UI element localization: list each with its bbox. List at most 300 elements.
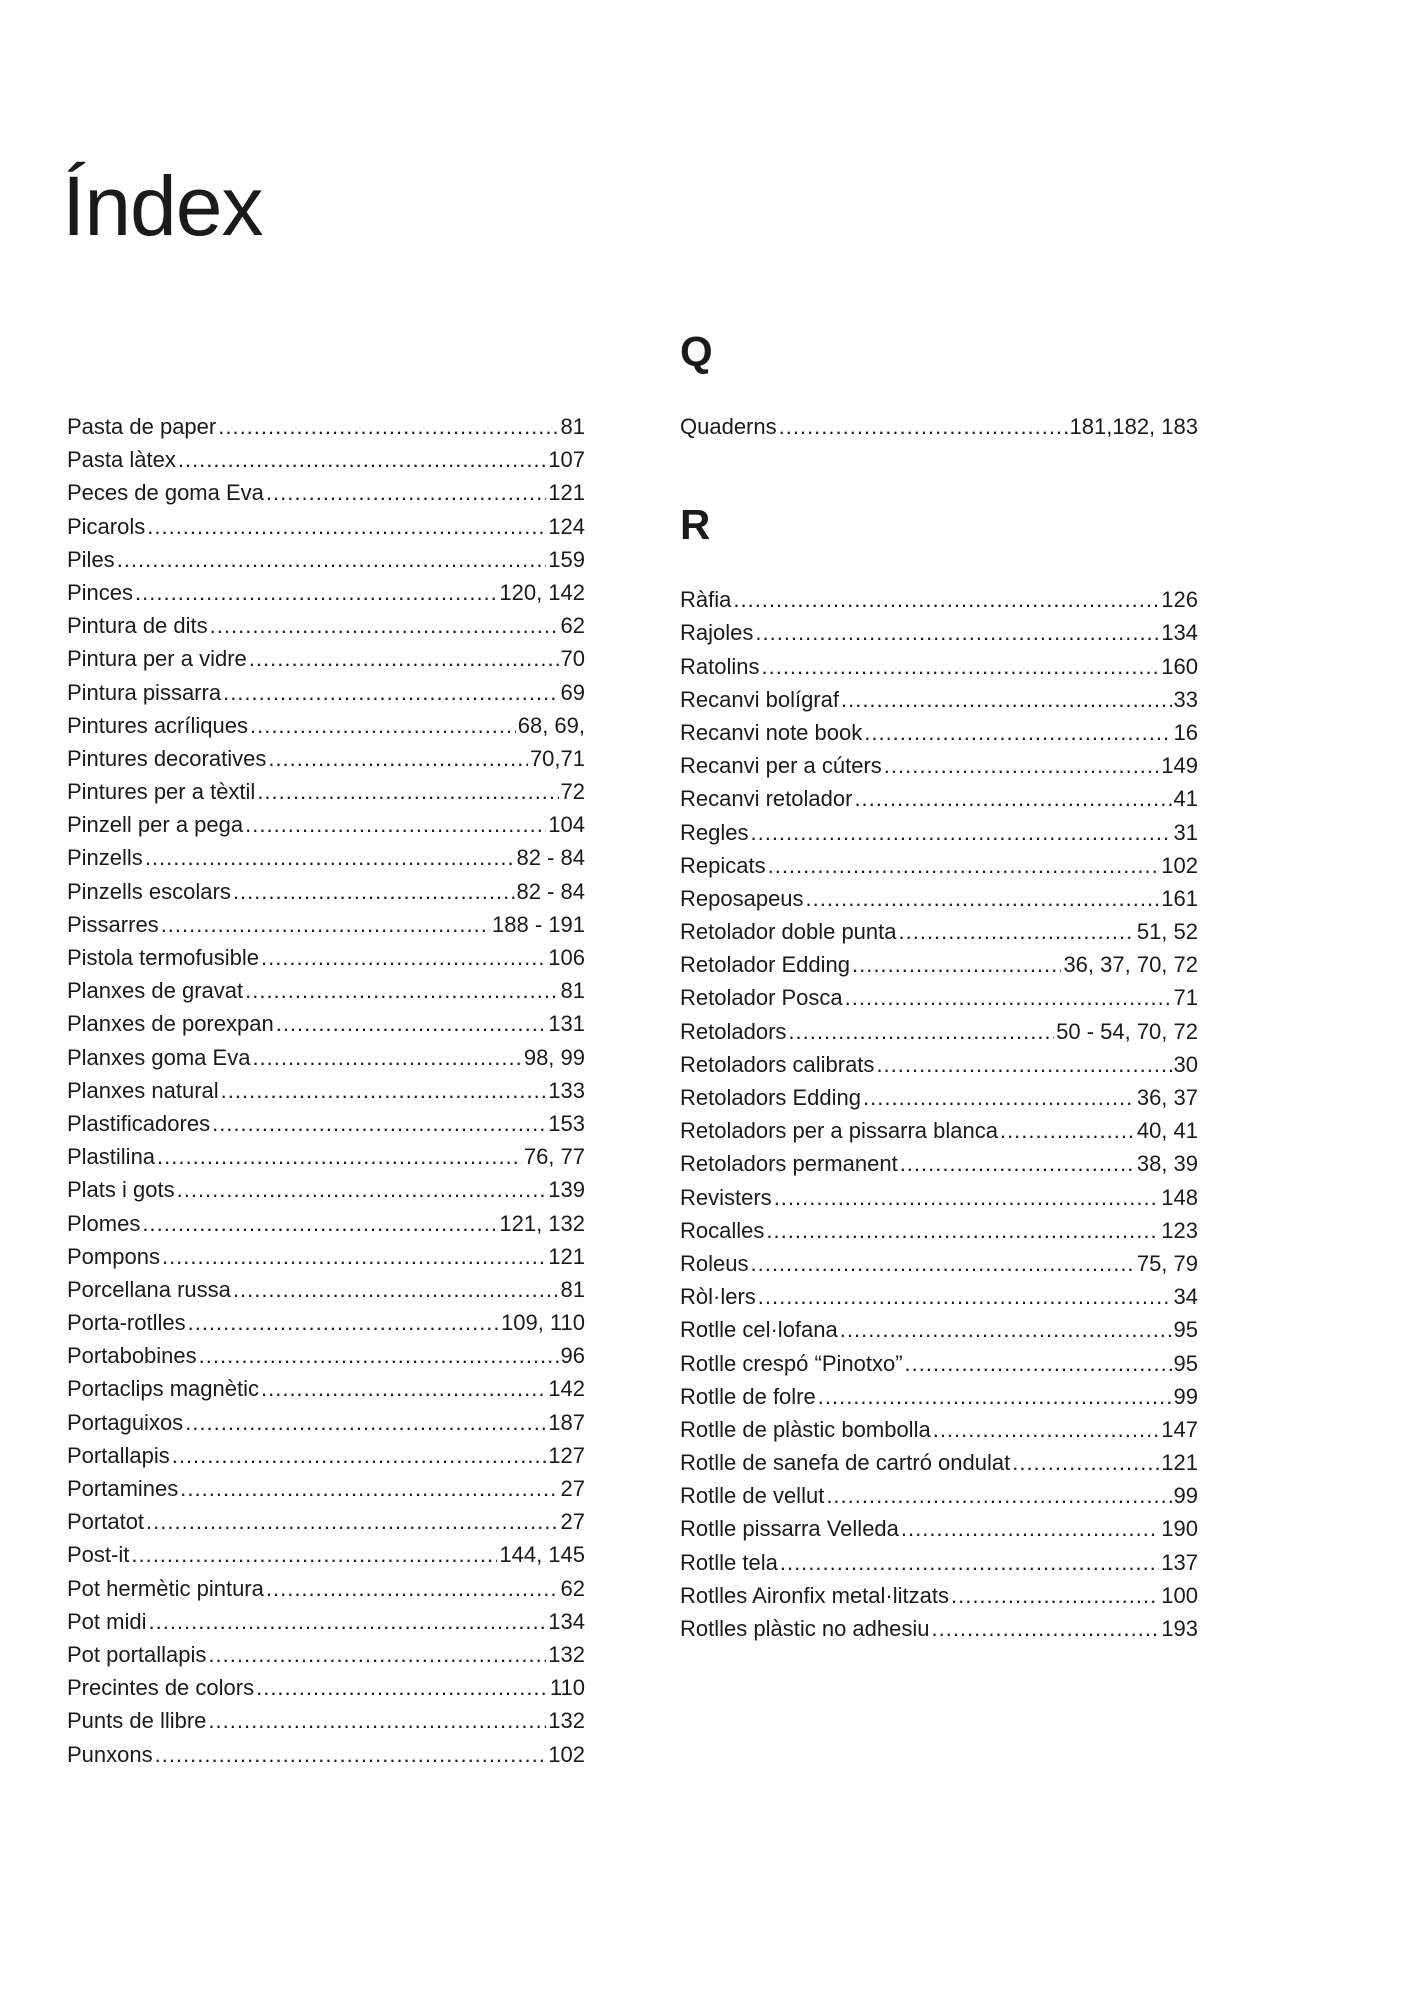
entry-name: Pasta làtex xyxy=(67,447,176,473)
dot-leader xyxy=(146,1505,558,1538)
entry-name: Rotlle de sanefa de cartró ondulat xyxy=(680,1450,1011,1476)
entry-name: Pistola termofusible xyxy=(67,945,259,970)
index-entry xyxy=(680,683,1198,716)
index-entry xyxy=(67,1406,585,1439)
entry-page: 132 xyxy=(548,1708,585,1734)
dot-leader xyxy=(733,583,1159,616)
index-entry xyxy=(67,1572,585,1605)
entry-name: Recanvi retolador xyxy=(680,786,853,812)
entry-page: 147 xyxy=(1161,1416,1198,1442)
entry-name: Planxes de porexpan xyxy=(67,1011,274,1037)
dot-leader xyxy=(826,1479,1171,1512)
entry-page: 68, 69, xyxy=(517,712,585,738)
index-entry xyxy=(680,1347,1198,1380)
index-entry xyxy=(680,948,1198,981)
entry-page: 82 - 84 xyxy=(516,845,585,871)
dot-leader xyxy=(261,1372,546,1405)
dot-leader xyxy=(755,616,1159,649)
dot-leader xyxy=(899,915,1135,948)
entry-name: Retoladors per a pissarra blanca xyxy=(680,1118,998,1144)
entry-name: Ratolins xyxy=(680,653,760,679)
dot-leader xyxy=(148,1605,546,1638)
index-entry xyxy=(67,642,585,675)
entry-page: 137 xyxy=(1161,1549,1198,1575)
entry-page: 148 xyxy=(1161,1184,1198,1210)
entry-page: 127 xyxy=(548,1442,585,1468)
index-entry xyxy=(680,915,1198,948)
entry-name: Portaguixos xyxy=(67,1409,184,1435)
index-entry xyxy=(680,749,1198,782)
entry-page: 98, 99 xyxy=(523,1044,585,1070)
entry-page: 121 xyxy=(548,480,585,506)
entry-name: Quaderns xyxy=(680,414,777,439)
entry-name: Recanvi per a cúters xyxy=(680,753,882,779)
entry-name: Rotlle de folre xyxy=(680,1383,816,1409)
index-column-right xyxy=(680,322,1198,1645)
dot-leader xyxy=(223,676,558,709)
index-entry xyxy=(680,1546,1198,1579)
entry-page: 96 xyxy=(560,1343,585,1369)
entry-name: Rotlle crespó “Pinotxo” xyxy=(680,1350,903,1376)
entry-page: 16 xyxy=(1173,719,1198,745)
entry-page: 109, 110 xyxy=(500,1310,585,1336)
entry-page: 106 xyxy=(548,945,585,970)
entry-name: Roleus xyxy=(680,1250,749,1276)
entry-name: Pintura de dits xyxy=(67,613,208,639)
dot-leader xyxy=(951,1579,1159,1612)
dot-leader xyxy=(900,1147,1135,1180)
entry-name: Ròl·lers xyxy=(680,1284,756,1310)
entry-page: 38, 39 xyxy=(1136,1151,1198,1177)
entry-name: Plastilina xyxy=(67,1144,156,1170)
index-entry xyxy=(67,1140,585,1173)
entry-name: Planxes de gravat xyxy=(67,978,244,1004)
dot-leader xyxy=(933,1413,1160,1446)
entry-page: 124 xyxy=(548,513,585,539)
dot-leader xyxy=(845,981,1172,1014)
entry-name: Porta-rotlles xyxy=(67,1310,186,1336)
entry-name: Retoladors permanent xyxy=(680,1151,898,1177)
dot-leader xyxy=(266,1572,559,1605)
entry-name: Pasta de paper xyxy=(67,414,217,439)
index-entry xyxy=(680,1247,1198,1280)
index-entry xyxy=(67,543,585,576)
entry-page: 31 xyxy=(1173,819,1198,845)
entry-name: Retolador doble punta xyxy=(680,919,897,945)
entry-name: Pinzells escolars xyxy=(67,878,231,904)
entry-name: Portatot xyxy=(67,1509,145,1535)
entry-page: 144, 145 xyxy=(499,1542,585,1568)
dot-leader xyxy=(779,410,1068,443)
index-entry xyxy=(680,716,1198,749)
entry-page: 160 xyxy=(1161,653,1198,679)
index-entry xyxy=(67,1107,585,1140)
dot-leader xyxy=(155,1738,547,1771)
entry-page: 104 xyxy=(548,812,585,838)
dot-leader xyxy=(1000,1114,1135,1147)
index-entry xyxy=(67,775,585,808)
entry-page: 81 xyxy=(560,978,585,1004)
index-entry xyxy=(67,1041,585,1074)
dot-leader xyxy=(145,841,515,874)
dot-leader xyxy=(157,1140,522,1173)
dot-leader xyxy=(177,1173,547,1206)
index-entry xyxy=(67,1738,585,1771)
entry-name: Rotlle de vellut xyxy=(680,1483,825,1509)
entry-page: 153 xyxy=(548,1110,585,1136)
entry-name: Pot hermètic pintura xyxy=(67,1575,264,1601)
entry-name: Porcellana russa xyxy=(67,1276,231,1302)
index-entry xyxy=(680,1114,1198,1147)
dot-leader xyxy=(131,1538,497,1571)
dot-leader xyxy=(233,875,515,908)
index-entry xyxy=(67,443,585,476)
entry-name: Rocalles xyxy=(680,1217,765,1243)
dot-leader xyxy=(750,1247,1134,1280)
index-entry xyxy=(680,1280,1198,1313)
entry-name: Pintura per a vidre xyxy=(67,646,247,672)
dot-leader xyxy=(768,849,1160,882)
index-entry xyxy=(67,1638,585,1671)
dot-leader xyxy=(249,642,559,675)
entry-page: 121 xyxy=(1161,1450,1198,1476)
index-entry xyxy=(680,782,1198,815)
entry-name: Portallapis xyxy=(67,1442,170,1468)
index-entry xyxy=(67,1074,585,1107)
dot-leader xyxy=(818,1380,1172,1413)
index-entry xyxy=(67,1472,585,1505)
entry-name: Planxes goma Eva xyxy=(67,1044,251,1070)
entry-page: 139 xyxy=(548,1177,585,1203)
index-entry xyxy=(680,1380,1198,1413)
entry-name: Retoladors xyxy=(680,1018,787,1044)
entry-page: 62 xyxy=(560,1575,585,1601)
entry-page: 76, 77 xyxy=(523,1144,585,1170)
index-entry xyxy=(680,1181,1198,1214)
dot-leader xyxy=(188,1306,499,1339)
entry-page: 123 xyxy=(1161,1217,1198,1243)
entry-name: Plastificadores xyxy=(67,1110,211,1136)
entry-page: 70,71 xyxy=(529,745,585,771)
dot-leader xyxy=(212,1107,546,1140)
entry-page: 102 xyxy=(548,1741,585,1767)
entry-page: 33 xyxy=(1173,686,1198,712)
index-entry xyxy=(67,1372,585,1405)
dot-leader xyxy=(876,1048,1171,1081)
dot-leader xyxy=(245,808,546,841)
entry-page: 107 xyxy=(548,447,585,473)
entry-page: 27 xyxy=(560,1509,585,1535)
index-entry xyxy=(680,1579,1198,1612)
dot-leader xyxy=(774,1181,1160,1214)
entry-page: 132 xyxy=(548,1641,585,1667)
entry-name: Revisters xyxy=(680,1184,772,1210)
entry-name: Planxes natural xyxy=(67,1077,219,1103)
dot-leader xyxy=(257,775,558,808)
entry-page: 75, 79 xyxy=(1136,1250,1198,1276)
index-entry xyxy=(680,410,1198,443)
entry-name: Ràfia xyxy=(680,587,732,613)
entry-name: Recanvi note book xyxy=(680,719,863,745)
index-entry xyxy=(680,1081,1198,1114)
index-entry xyxy=(680,583,1198,616)
entry-page: 81 xyxy=(560,414,585,439)
dot-leader xyxy=(256,1671,548,1704)
entry-page: 131 xyxy=(548,1011,585,1037)
entry-page: 95 xyxy=(1173,1317,1198,1343)
entry-page: 161 xyxy=(1161,885,1198,911)
index-entry xyxy=(67,1173,585,1206)
dot-leader xyxy=(841,683,1172,716)
entry-page: 34 xyxy=(1173,1284,1198,1310)
entry-page: 134 xyxy=(1161,620,1198,646)
entry-name: Rotlle cel·lofana xyxy=(680,1317,838,1343)
dot-leader xyxy=(147,510,546,543)
entry-page: 188 - 191 xyxy=(492,911,585,937)
index-column-left xyxy=(67,410,585,1771)
entry-name: Retolador Edding xyxy=(680,952,851,978)
entry-page: 100 xyxy=(1161,1582,1198,1608)
entry-page: 51, 52 xyxy=(1136,919,1198,945)
index-entry xyxy=(680,1214,1198,1247)
index-entry xyxy=(680,616,1198,649)
index-section xyxy=(680,495,1198,1645)
entry-name: Post-it xyxy=(67,1542,130,1568)
index-entry xyxy=(680,981,1198,1014)
entry-page: 50 - 54, 70, 72 xyxy=(1056,1018,1198,1044)
index-entry xyxy=(67,510,585,543)
index-entry xyxy=(67,742,585,775)
dot-leader xyxy=(854,782,1171,815)
entry-name: Portamines xyxy=(67,1476,179,1501)
entry-page: 36, 37 xyxy=(1136,1085,1198,1110)
entry-name: Rotlle pissarra Velleda xyxy=(680,1516,899,1542)
dot-leader xyxy=(905,1347,1172,1380)
entry-name: Pintura pissarra xyxy=(67,679,222,705)
index-entry xyxy=(67,808,585,841)
entry-name: Retoladors Edding xyxy=(680,1085,862,1110)
entry-page: 99 xyxy=(1173,1383,1198,1409)
entry-name: Pintures acríliques xyxy=(67,712,248,738)
index-entry xyxy=(680,816,1198,849)
entry-name: Pintures decoratives xyxy=(67,745,267,771)
index-entry xyxy=(67,576,585,609)
entry-page: 27 xyxy=(560,1476,585,1501)
dot-leader xyxy=(218,410,558,443)
entry-name: Regles xyxy=(680,819,749,845)
index-entry xyxy=(67,1273,585,1306)
entry-name: Repicats xyxy=(680,852,766,878)
index-entry xyxy=(67,1605,585,1638)
section-letter: Q xyxy=(680,328,713,375)
entry-name: Pinces xyxy=(67,579,134,605)
index-entry xyxy=(67,1505,585,1538)
entry-page: 95 xyxy=(1173,1350,1198,1376)
index-entry xyxy=(680,1048,1198,1081)
index-entry xyxy=(67,709,585,742)
entry-name: Recanvi bolígraf xyxy=(680,686,839,712)
index-entry xyxy=(67,1671,585,1704)
entry-page: 70 xyxy=(560,646,585,672)
index-entry xyxy=(67,410,585,443)
dot-leader xyxy=(780,1546,1159,1579)
entry-page: 62 xyxy=(560,613,585,639)
entry-page: 36, 37, 70, 72 xyxy=(1063,952,1198,978)
dot-leader xyxy=(1012,1446,1159,1479)
entry-name: Pissarres xyxy=(67,911,159,937)
dot-leader xyxy=(864,716,1171,749)
dot-leader xyxy=(117,543,547,576)
entry-name: Plomes xyxy=(67,1210,141,1236)
dot-leader xyxy=(199,1339,559,1372)
dot-leader xyxy=(161,908,490,941)
dot-leader xyxy=(766,1214,1159,1247)
dot-leader xyxy=(245,974,558,1007)
entry-page: 121 xyxy=(548,1243,585,1269)
dot-leader xyxy=(208,1704,546,1737)
index-entry xyxy=(680,1413,1198,1446)
index-entry xyxy=(67,1339,585,1372)
entry-name: Rotlles Aironfix metal·litzats xyxy=(680,1582,949,1608)
entry-page: 102 xyxy=(1161,852,1198,878)
entry-name: Rotlle tela xyxy=(680,1549,778,1575)
entry-page: 149 xyxy=(1161,753,1198,779)
entry-page: 121, 132 xyxy=(499,1210,585,1236)
entry-name: Peces de goma Eva xyxy=(67,480,264,506)
entry-page: 193 xyxy=(1161,1616,1198,1641)
index-entry xyxy=(67,676,585,709)
index-entry xyxy=(680,882,1198,915)
dot-leader xyxy=(185,1406,546,1439)
dot-leader xyxy=(135,576,497,609)
entry-name: Pinzell per a pega xyxy=(67,812,244,838)
index-section xyxy=(680,322,1198,443)
entry-page: 110 xyxy=(549,1675,585,1701)
dot-leader xyxy=(788,1015,1054,1048)
entry-name: Pot midi xyxy=(67,1608,147,1634)
dot-leader xyxy=(840,1313,1172,1346)
entry-page: 81 xyxy=(560,1276,585,1302)
index-entry xyxy=(67,1538,585,1571)
dot-leader xyxy=(884,749,1160,782)
index-entry xyxy=(680,1015,1198,1048)
entry-name: Rajoles xyxy=(680,620,754,646)
entry-page: 126 xyxy=(1161,587,1198,613)
entry-name: Pinzells xyxy=(67,845,143,871)
index-entry xyxy=(67,875,585,908)
dot-leader xyxy=(162,1240,546,1273)
dot-leader xyxy=(901,1512,1159,1545)
index-entry xyxy=(67,1704,585,1737)
dot-leader xyxy=(233,1273,559,1306)
index-entry xyxy=(680,1512,1198,1545)
entry-name: Plats i gots xyxy=(67,1177,175,1203)
entry-name: Retoladors calibrats xyxy=(680,1051,875,1077)
entry-name: Picarols xyxy=(67,513,146,539)
index-entry xyxy=(67,1306,585,1339)
dot-leader xyxy=(758,1280,1172,1313)
entry-page: 72 xyxy=(560,779,585,805)
entry-name: Punxons xyxy=(67,1741,153,1767)
entry-page: 159 xyxy=(548,546,585,572)
dot-leader xyxy=(180,1472,558,1505)
index-entry xyxy=(67,476,585,509)
dot-leader xyxy=(863,1081,1135,1114)
index-entry xyxy=(67,609,585,642)
entry-page: 134 xyxy=(548,1608,585,1634)
dot-leader xyxy=(806,882,1160,915)
dot-leader xyxy=(761,650,1159,683)
entry-name: Retolador Posca xyxy=(680,985,843,1011)
dot-leader xyxy=(178,443,546,476)
index-entry xyxy=(680,650,1198,683)
entry-page: 40, 41 xyxy=(1136,1118,1198,1144)
entry-name: Precintes de colors xyxy=(67,1675,255,1701)
entry-page: 181,182, 183 xyxy=(1069,414,1198,439)
page-title: Índex xyxy=(62,159,263,254)
dot-leader xyxy=(266,476,546,509)
dot-leader xyxy=(172,1439,547,1472)
dot-leader xyxy=(261,941,546,974)
dot-leader xyxy=(210,609,559,642)
entry-name: Portabobines xyxy=(67,1343,197,1369)
dot-leader xyxy=(268,742,528,775)
dot-leader xyxy=(208,1638,546,1671)
dot-leader xyxy=(852,948,1061,981)
dot-leader xyxy=(142,1207,497,1240)
entry-page: 30 xyxy=(1173,1051,1198,1077)
entry-name: Pot portallapis xyxy=(67,1641,207,1667)
index-entry xyxy=(680,1313,1198,1346)
dot-leader xyxy=(276,1007,547,1040)
section-letter: R xyxy=(680,501,711,549)
entry-name: Rotlle de plàstic bombolla xyxy=(680,1416,931,1442)
index-entry xyxy=(67,1207,585,1240)
index-entry xyxy=(680,1446,1198,1479)
entry-name: Portaclips magnètic xyxy=(67,1376,259,1402)
dot-leader xyxy=(252,1041,521,1074)
index-entry xyxy=(67,1439,585,1472)
index-entry xyxy=(67,974,585,1007)
dot-leader xyxy=(221,1074,547,1107)
index-entry xyxy=(680,1612,1198,1645)
index-entry xyxy=(680,1479,1198,1512)
entry-name: Punts de llibre xyxy=(67,1708,207,1734)
entry-page: 41 xyxy=(1173,786,1198,812)
index-entry xyxy=(67,908,585,941)
entry-name: Rotlles plàstic no adhesiu xyxy=(680,1616,930,1641)
entry-page: 71 xyxy=(1173,985,1198,1011)
entry-page: 190 xyxy=(1161,1516,1198,1542)
entry-page: 187 xyxy=(548,1409,585,1435)
entry-page: 99 xyxy=(1173,1483,1198,1509)
index-entry xyxy=(67,1240,585,1273)
index-entry xyxy=(680,849,1198,882)
entry-page: 120, 142 xyxy=(499,579,585,605)
entry-page: 69 xyxy=(560,679,585,705)
index-entry xyxy=(67,841,585,874)
entry-page: 133 xyxy=(548,1077,585,1103)
entry-name: Piles xyxy=(67,546,115,572)
entry-page: 82 - 84 xyxy=(516,878,585,904)
entry-page: 142 xyxy=(548,1376,585,1402)
index-entry xyxy=(680,1147,1198,1180)
dot-leader xyxy=(250,709,516,742)
dot-leader xyxy=(750,816,1171,849)
index-entry xyxy=(67,1007,585,1040)
entry-name: Pompons xyxy=(67,1243,160,1269)
index-entry xyxy=(67,941,585,974)
